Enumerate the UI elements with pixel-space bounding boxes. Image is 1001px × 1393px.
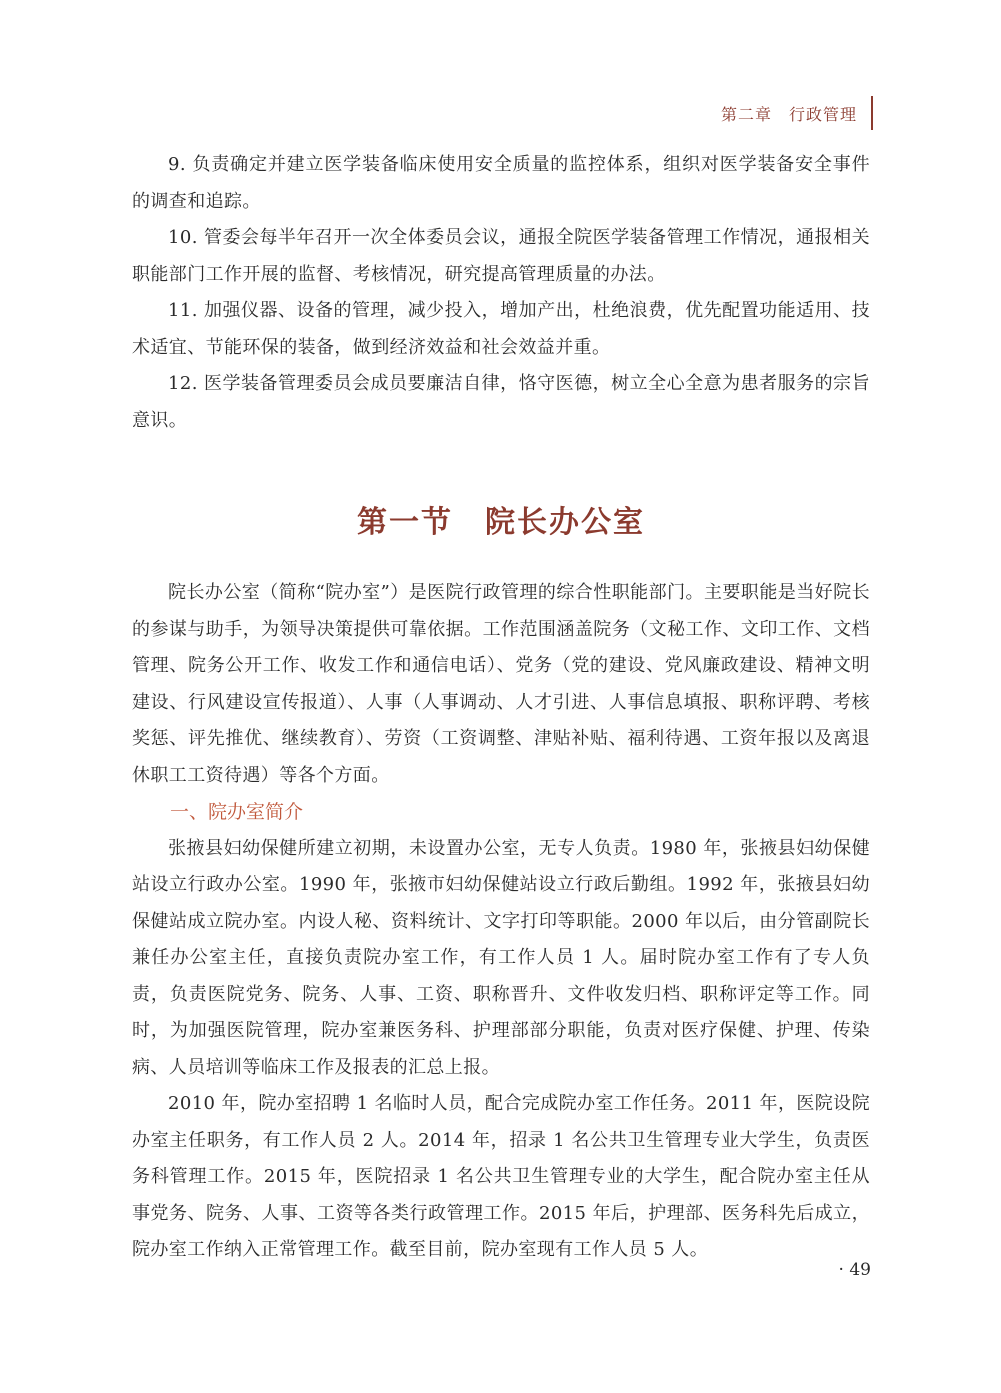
body-paragraph: 张掖县妇幼保健所建立初期，未设置办公室，无专人负责。1980 年，张掖县妇幼保健站设立行政办公室。1990 年，张掖市妇幼保健站设立行政后勤组。1992 年，张掖县妇幼保健站成立院办室。内设人秘、资料统计、文字打印等职能。2000 年以后，由分管副院长兼任办公室主任，直接负责院办室工作，有工作人员 1 人。届时院办室工作有了专人负责，负责医院党务、院务、人事、工资、职称晋升、文件收发归档、职称评定等工作。同时，为加强医院管理，院办室兼医务科、护理部部分职能，负责对医疗保健、护理、传染病、人员培训等临床工作及报表的汇总上报。 — [132, 837, 870, 1078]
header-divider — [871, 96, 873, 130]
running-header — [721, 96, 873, 130]
list-item: 12. 医学装备管理委员会成员要廉洁自律，恪守医德，树立全心全意为患者服务的宗旨意识。 — [132, 373, 870, 431]
section-title: 第一节 院长办公室 — [357, 505, 645, 540]
section-intro: 院长办公室（简称“院办室”）是医院行政管理的综合性职能部门。主要职能是当好院长的参谋与助手，为领导决策提供可靠依据。工作范围涵盖院务（文秘工作、文印工作、文档管理、院务公开工作、收发工作和通信电话）、党务（党的建设、党风廉政建设、精神文明建设、行风建设宣传报道）、人事（人事调动、人才引进、人事信息填报、职称评聘、考核奖惩、评先推优、继续教育）、劳资（工资调整、津贴补贴、福利待遇、工资年报以及离退休职工工资待遇）等各个方面。 — [132, 582, 870, 786]
chapter-header: 第二章 行政管理 — [720, 104, 857, 124]
page-body — [132, 147, 870, 1269]
subsection-title: 一、院办室简介 — [170, 801, 304, 823]
page-number: · 49 — [838, 1260, 871, 1280]
list-item: 10. 管委会每半年召开一次全体委员会议，通报全院医学装备管理工作情况，通报相关职能部门工作开展的监督、考核情况，研究提高管理质量的办法。 — [132, 227, 870, 285]
list-item: 9. 负责确定并建立医学装备临床使用安全质量的监控体系，组织对医学装备安全事件的调查和追踪。 — [132, 154, 870, 212]
body-paragraph: 2010 年，院办室招聘 1 名临时人员，配合完成院办室工作任务。2011 年，医院设院办室主任职务，有工作人员 2 人。2014 年，招录 1 名公共卫生管理专业大学生，负责医务科管理工作。2015 年，医院招录 1 名公共卫生管理专业的大学生，配合院办室主任从事党务、院务、人事、工资等各类行政管理工作。2015 年后，护理部、医务科先后成立，院办室工作纳入正常管理工作。截至目前，院办室现有工作人员 5 人。 — [132, 1093, 870, 1260]
list-item: 11. 加强仪器、设备的管理，减少投入，增加产出，杜绝浪费，优先配置功能适用、技术适宜、节能环保的装备，做到经济效益和社会效益并重。 — [132, 300, 870, 358]
